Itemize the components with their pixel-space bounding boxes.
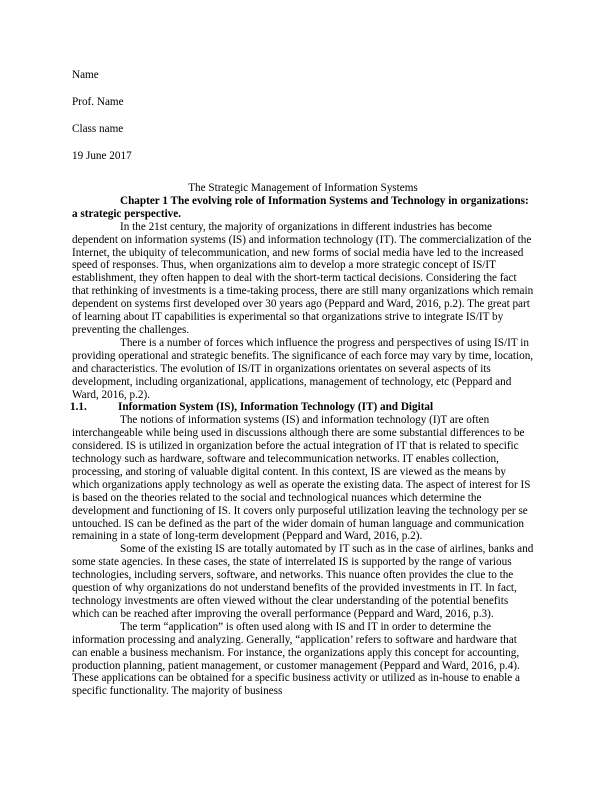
paragraph-intro-2: There is a number of forces which influence the progress and perspectives of using IS/IT in providing operational and strategic benefits. The significance of each force may vary by time, location, and characteristics. The evolution of IS/IT in organizations orientates on several aspects of its development, including organizational, applications, management of technology, etc (Peppard and Ward, 2016, p.2). bbox=[72, 336, 534, 401]
paragraph-section-1: The notions of information systems (IS) and information technology (I)T are often interchangeable while being used in discussions although there are some substantial differences to be considered. IS is utilized in organization before the actual integration of IT that is related to specific technology such as hardware, software and telecommunication networks. IT enables collection, processing, and storing of valuable digital content. In this context, IS are viewed as the means by which organizations apply technology as well as operate the existing data. The aspect of interest for IS is based on the theories related to the social and technological nuances which determine the development and functioning of IS. It covers only purposeful utilization leaving the technology per se untouched. IS can be defined as the part of the wider domain of human language and communication remaining in a state of long-term development (Peppard and Ward, 2016, p.2). bbox=[72, 414, 531, 543]
paragraph-section-3: The term “application” is often used along with IS and IT in order to determine the information processing and analyzing. Generally, “application’ refers to software and hardware that can enable a business mechanism. For instance, the organizations apply this concept for accounting, production planning, patient management, or customer management (Peppard and Ward, 2016, p.4). These applications can be obtained for a specific business activity or utilized as in-house to enable a specific functionality. The majority of business bbox=[72, 620, 520, 698]
document-body bbox=[72, 182, 534, 698]
section-number: 1.1. bbox=[70, 401, 87, 414]
professor-name: Prof. Name bbox=[72, 96, 124, 108]
section-heading bbox=[70, 401, 534, 414]
section-title: Information System (IS), Information Technology (IT) and Digital bbox=[118, 401, 434, 414]
student-name: Name bbox=[72, 69, 99, 81]
class-name: Class name bbox=[72, 123, 124, 135]
document-date: 19 June 2017 bbox=[72, 150, 132, 162]
chapter-heading: Chapter 1 The evolving role of Information Systems and Technology in organizations: a strategic perspective. bbox=[72, 194, 529, 220]
document-title: The Strategic Management of Information Systems bbox=[188, 182, 418, 194]
paragraph-section-2: Some of the existing IS are totally automated by IT such as in the case of airlines, banks and some state agencies. In these cases, the state of interrelated IS is supported by the range of various technologies, including servers, software, and networks. This nuance often provides the clue to the question of why organizations do not understand benefits of the provided investments in IT. In fact, technology investments are often viewed without the clear understanding of the potential benefits which can be reached after improving the overall performance (Peppard and Ward, 2016, p.3). bbox=[72, 543, 534, 620]
paragraph-intro-1: In the 21st century, the majority of organizations in different industries has become dependent on information systems (IS) and information technology (IT). The commercialization of the Internet, the ubiquity of telecommunication, and new forms of social media have led to the increased speed of responses. Thus, when organizations aim to develop a more strategic concept of IS/IT establishment, they often happen to deal with the short-term tactical decisions. Considering the fact that rethinking of investments is a time-taking process, there are still many organizations which remain dependent on systems first developed over 30 years ago (Peppard and Ward, 2016, p.2). The great part of learning about IT capabilities is experimental so that organizations strive to integrate IS/IT by preventing the challenges. bbox=[72, 220, 534, 336]
